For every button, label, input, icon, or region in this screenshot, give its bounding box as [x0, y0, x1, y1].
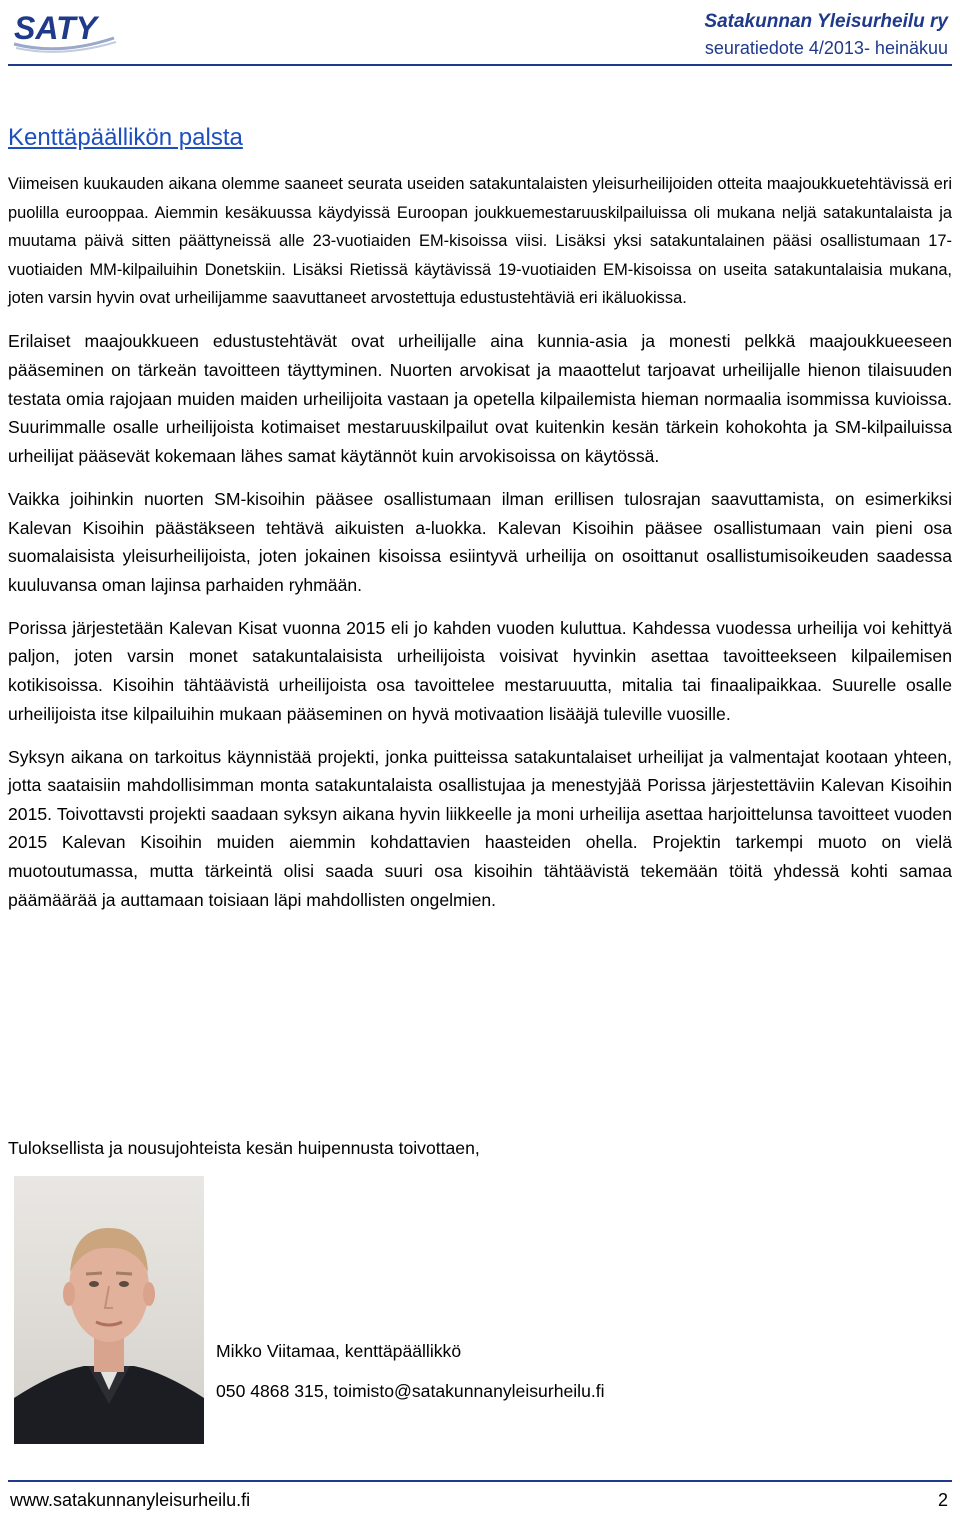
saty-logo: [10, 8, 120, 56]
closing-line: Tuloksellista ja nousujohteista kesän huipennusta toivottaen,: [8, 1138, 480, 1158]
paragraph-3: Vaikka joihinkin nuorten SM-kisoihin pääsee osallistumaan ilman erillisen tulosrajan saavuttamista, on esimerkiksi Kalevan Kisoihin päästäkseen tehtävä aikuisten a-luokka. Kalevan Kisoihin pääsee osallistumaan vain pieni osa suomalaisista yleisurheilijoista, joten jokainen kisoissa esiintyvä urheilija on osoittanut osallistumisoikeuden saadessa kuuluvansa oman lajinsa parhaiden ryhmään.: [8, 488, 952, 595]
issue-label: seuratiedote 4/2013- heinäkuu: [704, 38, 948, 58]
page-number: 2: [937, 1490, 948, 1510]
signature-contact: 050 4868 315, toimisto@satakunnanyleisurheilu.fi: [216, 1381, 605, 1401]
signature-name: Mikko Viitamaa, kenttäpäällikkö: [216, 1341, 462, 1361]
paragraph-5: Syksyn aikana on tarkoitus käynnistää projekti, jonka puitteissa satakuntalaiset urheilijat ja valmentajat kootaan yhteen, jotta saataisiin mahdollisimman monta satakuntalaista osallistujaa ja menestyjää Porissa järjestettäviin Kalevan Kisoihin 2015. Toivottavsti projekti saadaan syksyn aikana hyvin liikkeelle ja moni urheilija asettaa harjoittelunsa tavoitteet vuoden 2015 Kalevan Kisoihin muiden aiemmin kohdattavien haasteiden ohella. Projektin tarkempi muoto on vielä muotoutumassa, mutta tärkeintä olisi saada suuri osa kisoihin tähtäävistä tekemään töitä yhdessä kohti samaa päämäärää ja auttamaan toisiaan läpi mahdollisten ongelmien.: [8, 746, 952, 910]
paragraph-1: Viimeisen kuukauden aikana olemme saaneet seurata useiden satakuntalaisten yleisurheilijoiden otteita maajoukkuetehtävissä eri puolilla eurooppaa. Aiemmin kesäkuussa käydyissä Euroopan joukkuemestaruuskilpailuissa oli mukana neljä satakuntalaista ja muutama päivä sitten päättyneissä alle 23-vuotiaiden EM-kisoissa viisi. Lisäksi yksi satakuntalainen pääsi osallistumaan 17-vuotiaiden MM-kilpailuihin Donetskiin. Lisäksi Rietissä käytävissä 19-vuotiaiden EM-kisoissa on useita satakuntalaisia mukana, joten varsin hyvin ovat urheilijamme saavuttaneet arvostettuja edustustehtäviä eri ikäluokissa.: [8, 175, 952, 308]
logo-text: SATY: [14, 10, 97, 46]
paragraph-4: Porissa järjestetään Kalevan Kisat vuonna 2015 eli jo kahden vuoden kuluttua. Kahdessa vuodessa urheilija voi kehittyä paljon, joten varsin monet satakuntalaisista urheilijoista voisivat hyvinkin asettaa tavoitteekseen kilpailemisen kotikisoissa. Kisoihin tähtäävistä urheilijoista osa tavoittelee mestaruuutta, mitalia tai finaalipaikkaa. Suurelle osalle urheilijoista itse kilpailuihin mukaan pääseminen on hyvä motivaation lisääjä tuleville vuosille.: [8, 617, 952, 724]
footer-url: www.satakunnanyleisurheilu.fi: [10, 1490, 251, 1510]
footer-divider: [8, 1480, 952, 1482]
organization-name: Satakunnan Yleisurheilu ry: [704, 11, 948, 32]
author-portrait: [14, 1176, 204, 1444]
article-body: [8, 170, 952, 929]
paragraph-2: Erilaiset maajoukkueen edustustehtävät ovat urheilijalle aina kunnia-asia ja monesti pelkkä maajoukkueeseen pääseminen on tärkeän tavoitteen täyttyminen. Nuorten arvokisat ja maaottelut tarjoavat urheilijalle hienon tilaisuuden testata omia rajojaan muiden maiden urheilijoita vastaan ja opetella kilpailemista hieman normaalia isommissa kuvioissa. Suurimmalle osalle urheilijoista kotimaiset mestaruuskilpailut ovat kuitenkin kesän tärkein kohokohta ja SM-kilpailuissa urheilijat pääsevät kokemaan lähes samat käytännöt kuin arvokisoissa on käytössä.: [8, 331, 952, 466]
article-title: Kenttäpäällikön palsta: [8, 124, 243, 151]
header-divider: [8, 64, 952, 66]
